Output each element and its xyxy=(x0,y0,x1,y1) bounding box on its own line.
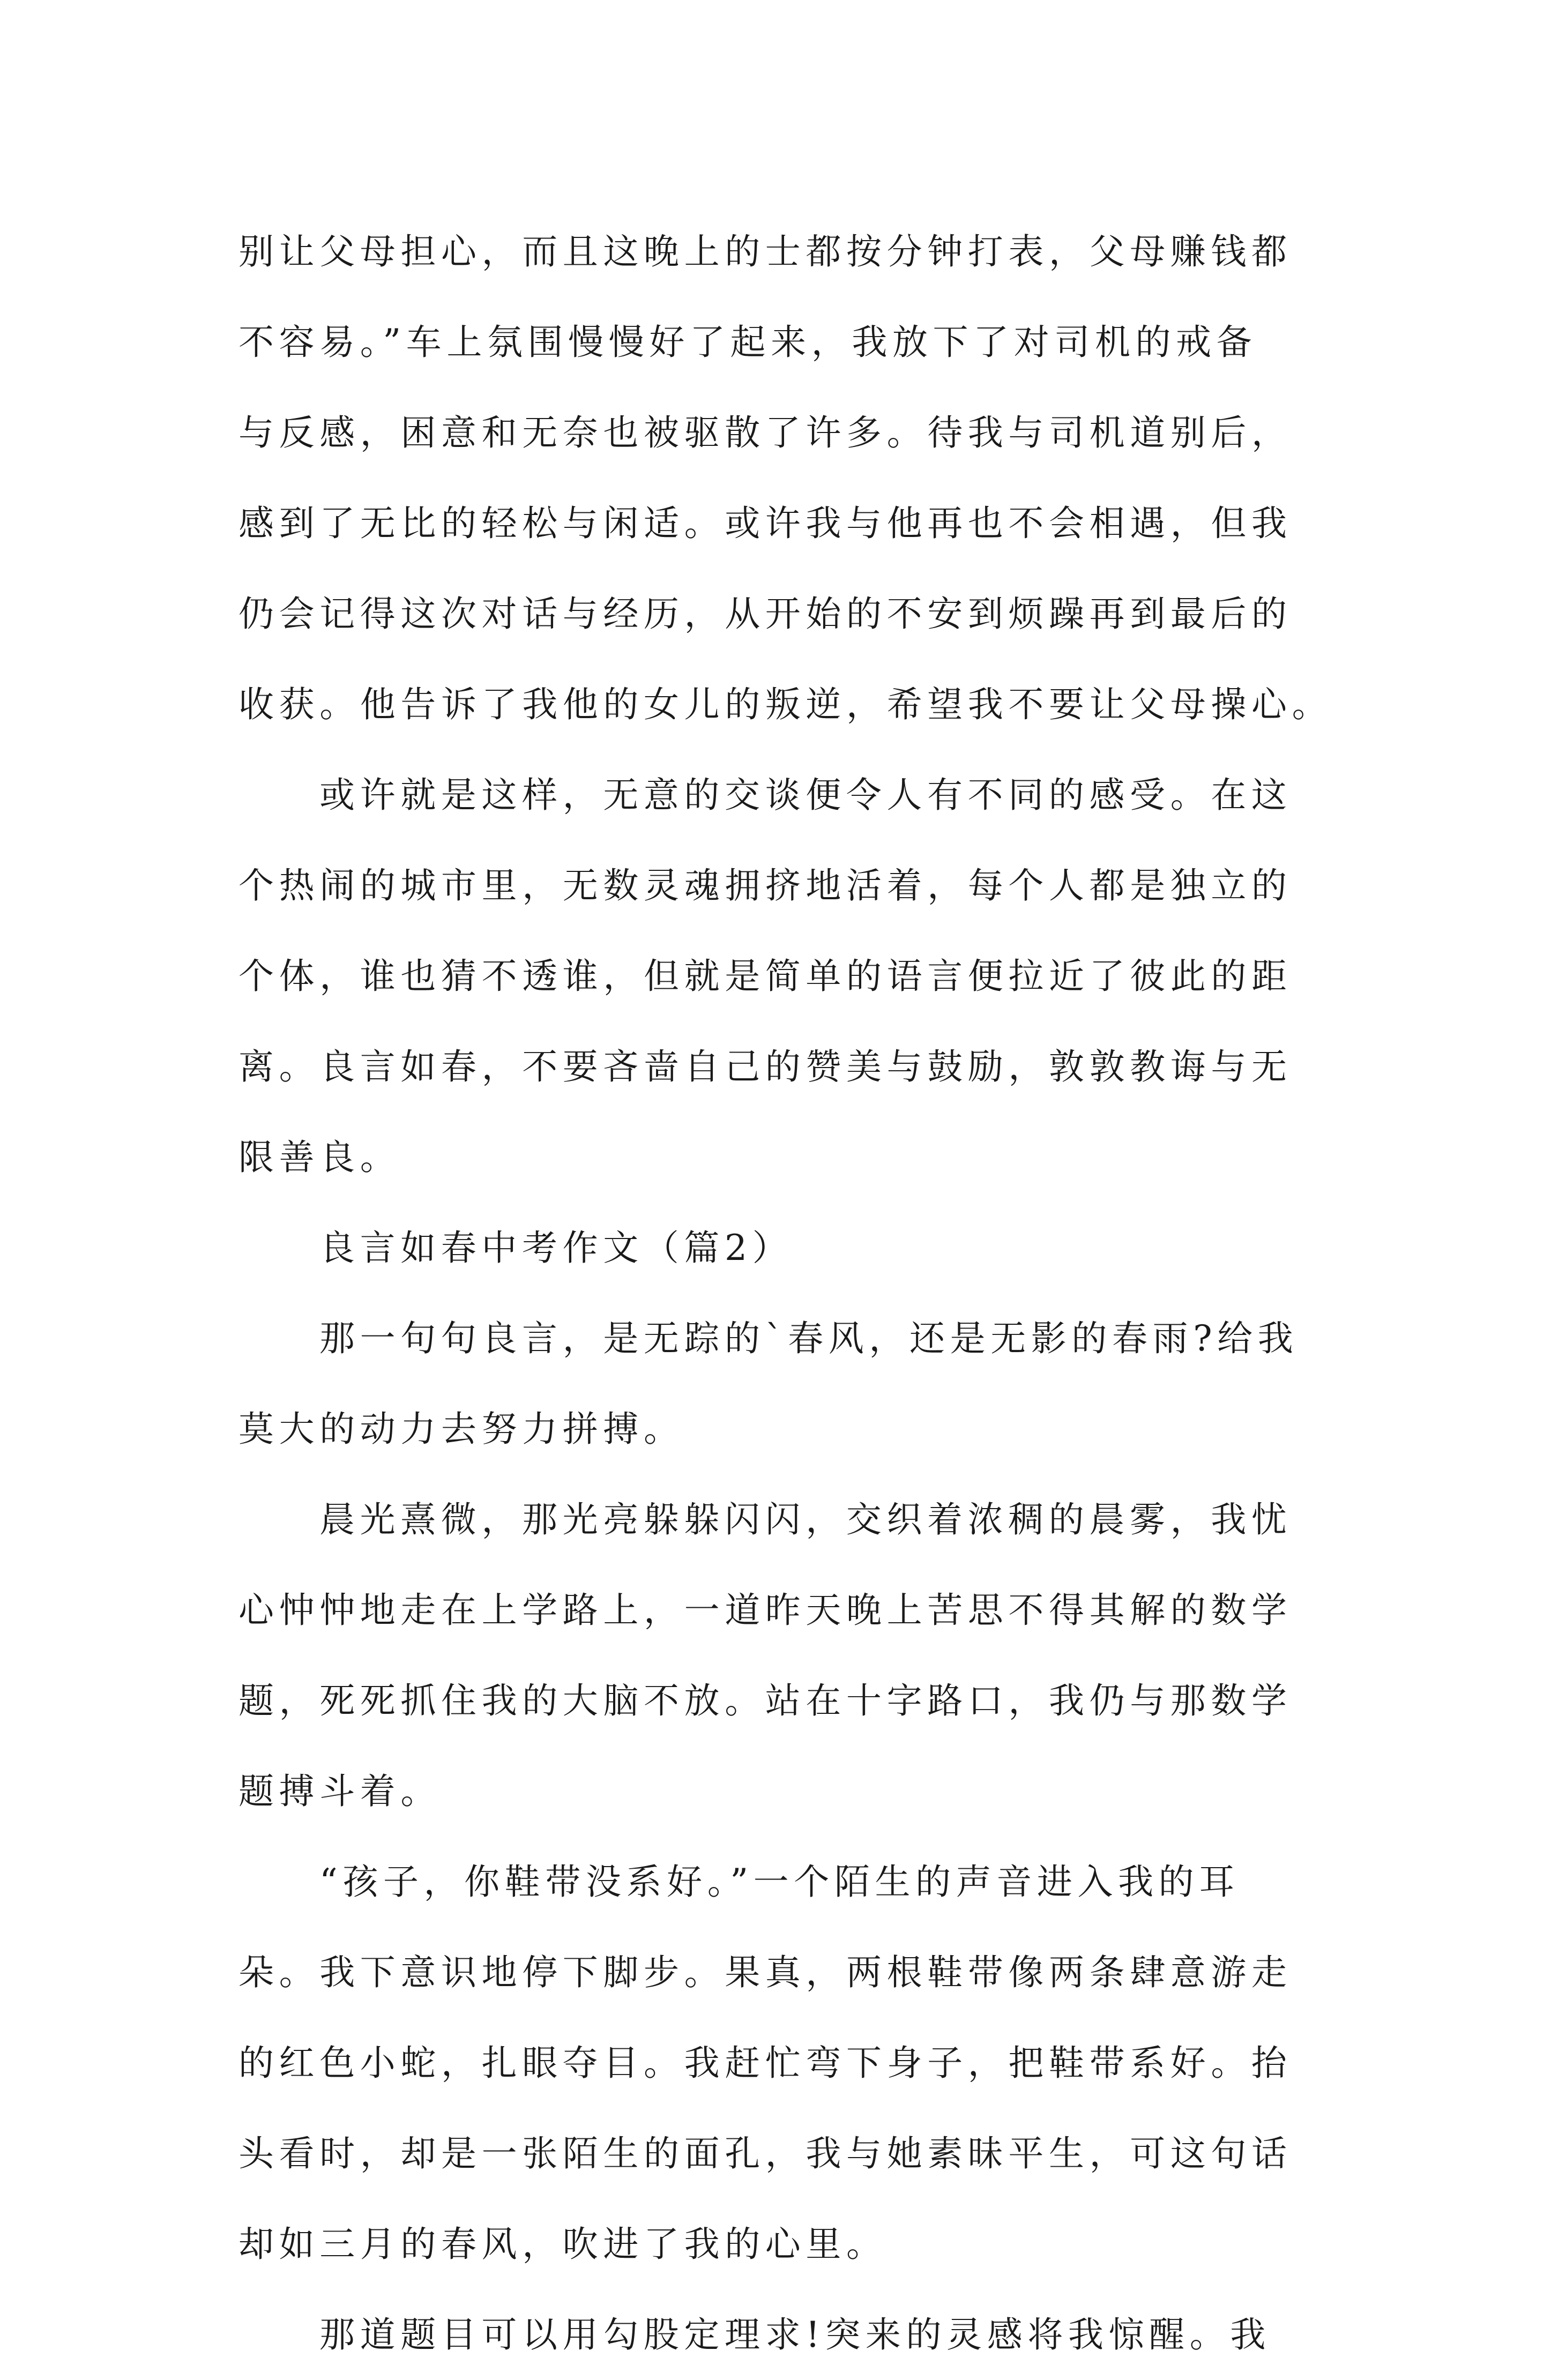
text-line: 限善良。 xyxy=(238,1137,401,1178)
paragraph-start-line: 晨光熹微，那光亮躲躲闪闪，交织着浓稠的晨雾，我忧 xyxy=(319,1499,1292,1540)
paragraph-start-line: 那道题目可以用勾股定理求!突来的灵感将我惊醒。我 xyxy=(319,2314,1271,2355)
text-line: 头看时，却是一张陌生的面孔，我与她素昧平生，可这句话 xyxy=(238,2133,1292,2174)
text-line: 感到了无比的轻松与闲适。或许我与他再也不会相遇，但我 xyxy=(238,503,1292,544)
text-line: 仍会记得这次对话与经历，从开始的不安到烦躁再到最后的 xyxy=(238,593,1292,635)
text-line: 别让父母担心，而且这晚上的士都按分钟打表，父母赚钱都 xyxy=(238,231,1292,272)
text-line: 题，死死抓住我的大脑不放。站在十字路口，我仍与那数学 xyxy=(238,1680,1292,1721)
text-line: 离。良言如春，不要吝啬自己的赞美与鼓励，敦敦教诲与无 xyxy=(238,1046,1292,1087)
text-line: 题搏斗着。 xyxy=(238,1771,441,1812)
text-line: 的红色小蛇，扎眼夺目。我赶忙弯下身子，把鞋带系好。抬 xyxy=(238,2042,1292,2084)
body-text xyxy=(238,206,1332,2380)
text-line: 朵。我下意识地停下脚步。果真，两根鞋带像两条肆意游走 xyxy=(238,1952,1292,1993)
paragraph-start-line: 或许就是这样，无意的交谈便令人有不同的感受。在这 xyxy=(319,774,1292,816)
section-heading: 良言如春中考作文（篇2） xyxy=(319,1227,793,1269)
text-line: 莫大的动力去努力拼搏。 xyxy=(238,1408,684,1450)
text-line: 与反感，困意和无奈也被驱散了许多。待我与司机道别后， xyxy=(238,412,1292,453)
text-line: 却如三月的春风，吹进了我的心里。 xyxy=(238,2224,887,2265)
text-line: 不容易。”车上氛围慢慢好了起来，我放下了对司机的戒备 xyxy=(238,322,1257,363)
text-line: 收获。他告诉了我他的女儿的叛逆，希望我不要让父母操心。 xyxy=(238,684,1333,725)
text-line: 心忡忡地走在上学路上，一道昨天晚上苦思不得其解的数学 xyxy=(238,1590,1292,1631)
paragraph-start-line: “孩子，你鞋带没系好。”一个陌生的声音进入我的耳 xyxy=(319,1861,1240,1902)
text-line: 个体，谁也猜不透谁，但就是简单的语言便拉近了彼此的距 xyxy=(238,956,1292,997)
paragraph-start-line: 那一句句良言，是无踪的`春风，还是无影的春雨?给我 xyxy=(319,1318,1299,1359)
text-line: 个热闹的城市里，无数灵魂拥挤地活着，每个人都是独立的 xyxy=(238,865,1292,906)
